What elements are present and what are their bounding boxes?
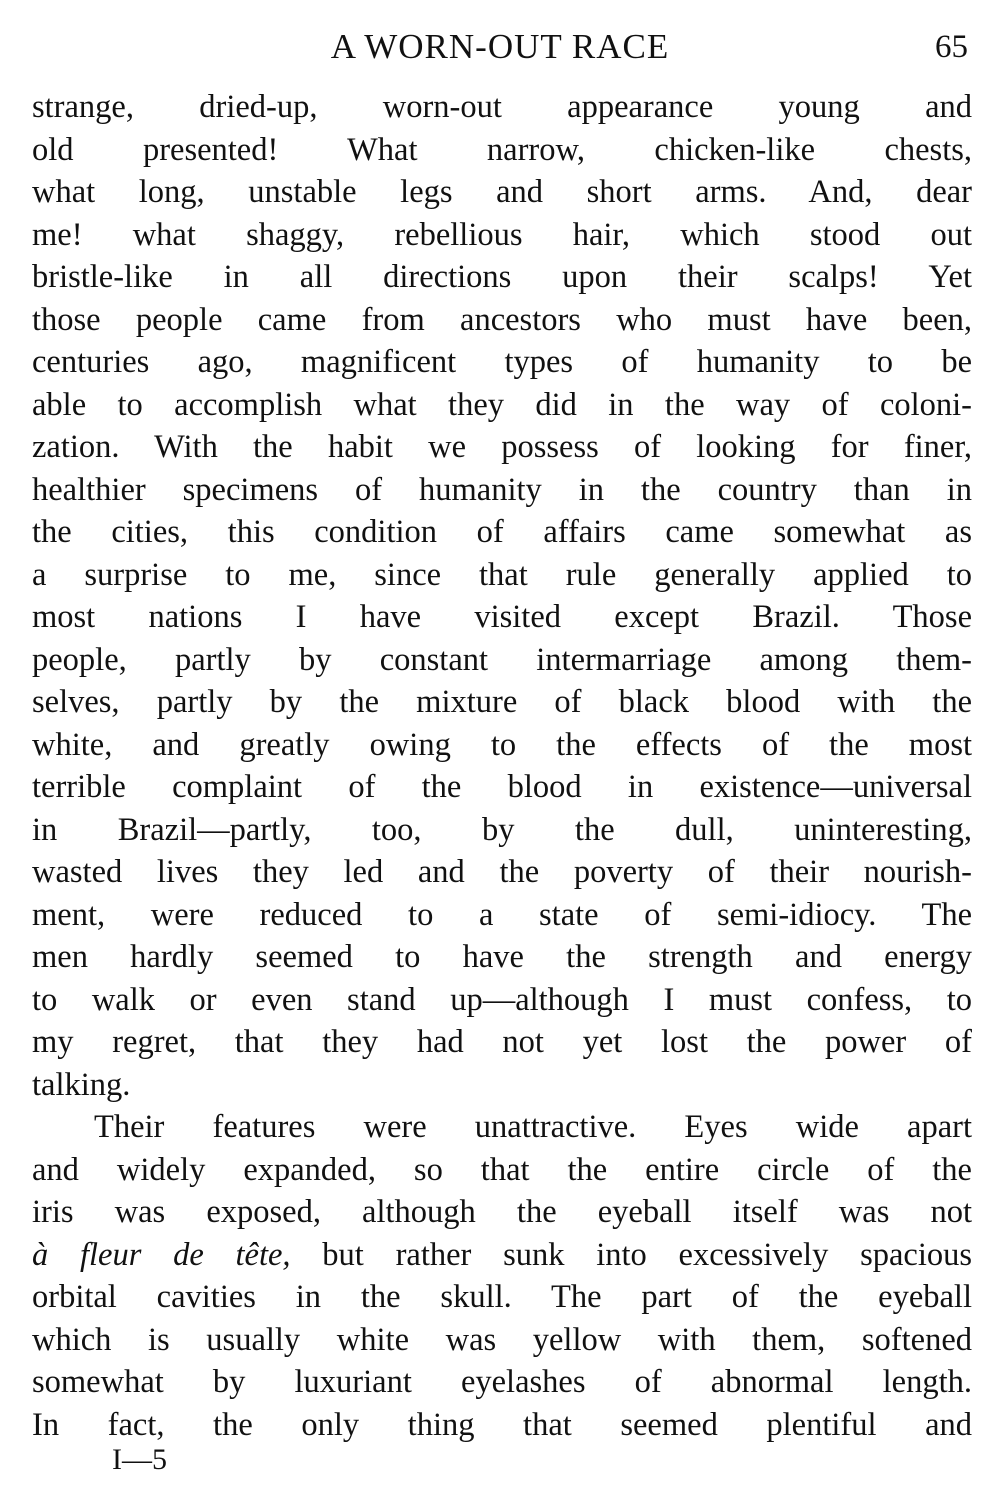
text-line: wasted lives they led and the poverty of their nourish- xyxy=(32,854,972,890)
text-line: Their features were unattractive. Eyes wide apart xyxy=(94,1109,972,1145)
text-line: talking. xyxy=(32,1066,131,1103)
text-line: what long, unstable legs and short arms. And, dear xyxy=(32,174,972,210)
text-line: orbital cavities in the skull. The part of the eyeball xyxy=(32,1279,972,1315)
text-line: healthier specimens of humanity in the country than in xyxy=(32,471,972,508)
text-line: old presented! What narrow, chicken-like chests, xyxy=(32,131,972,168)
text-line: most nations I have visited except Brazil. Those xyxy=(32,599,972,635)
text-fragment: but rather sunk into excessively spacious xyxy=(290,1236,972,1273)
text-line: those people came from ancestors who must have been, xyxy=(32,301,972,338)
signature-mark: I—5 xyxy=(112,1443,167,1476)
page-number: 65 xyxy=(935,29,968,65)
running-head xyxy=(30,22,970,72)
text-line: somewhat by luxuriant eyelashes of abnormal length. xyxy=(32,1364,972,1400)
text-line: me! what shaggy, rebellious hair, which stood out xyxy=(32,216,972,253)
text-line: iris was exposed, although the eyeball itself was not xyxy=(32,1194,972,1230)
text-line: In fact, the only thing that seemed plentiful and xyxy=(32,1406,972,1443)
text-line: terrible complaint of the blood in existence—universal xyxy=(32,769,972,805)
text-line: ment, were reduced to a state of semi-idiocy. The xyxy=(32,896,972,933)
text-line: in Brazil—partly, too, by the dull, uninteresting, xyxy=(32,811,972,848)
text-line: the cities, this condition of affairs came somewhat as xyxy=(32,514,972,550)
text-line: white, and greatly owing to the effects of the most xyxy=(32,726,972,763)
running-title: A WORN-OUT RACE xyxy=(330,27,670,66)
paragraph-1 xyxy=(32,86,972,1106)
text-line: selves, partly by the mixture of black blood with the xyxy=(32,684,972,720)
text-line: and widely expanded, so that the entire circle of the xyxy=(32,1151,972,1188)
text-line: centuries ago, magnificent types of humanity to be xyxy=(32,344,972,380)
text-line: a surprise to me, since that rule generally applied to xyxy=(32,556,972,593)
text-line: able to accomplish what they did in the way of coloni- xyxy=(32,386,972,423)
text-line: my regret, that they had not yet lost the power of xyxy=(32,1024,972,1060)
text-line xyxy=(32,1234,972,1277)
text-line: which is usually white was yellow with them, softened xyxy=(32,1321,972,1358)
body-text xyxy=(32,86,972,1446)
paragraph-2 xyxy=(32,1106,972,1446)
text-line: zation. With the habit we possess of looking for finer, xyxy=(32,429,972,465)
text-line: people, partly by constant intermarriage among them- xyxy=(32,641,972,678)
text-line: bristle-like in all directions upon their scalps! Yet xyxy=(32,259,972,295)
text-line: men hardly seemed to have the strength and energy xyxy=(32,939,972,975)
italic-phrase: à fleur de tête, xyxy=(32,1236,291,1273)
text-line: strange, dried-up, worn-out appearance young and xyxy=(32,89,972,125)
text-line: to walk or even stand up—although I must confess, to xyxy=(32,981,972,1018)
